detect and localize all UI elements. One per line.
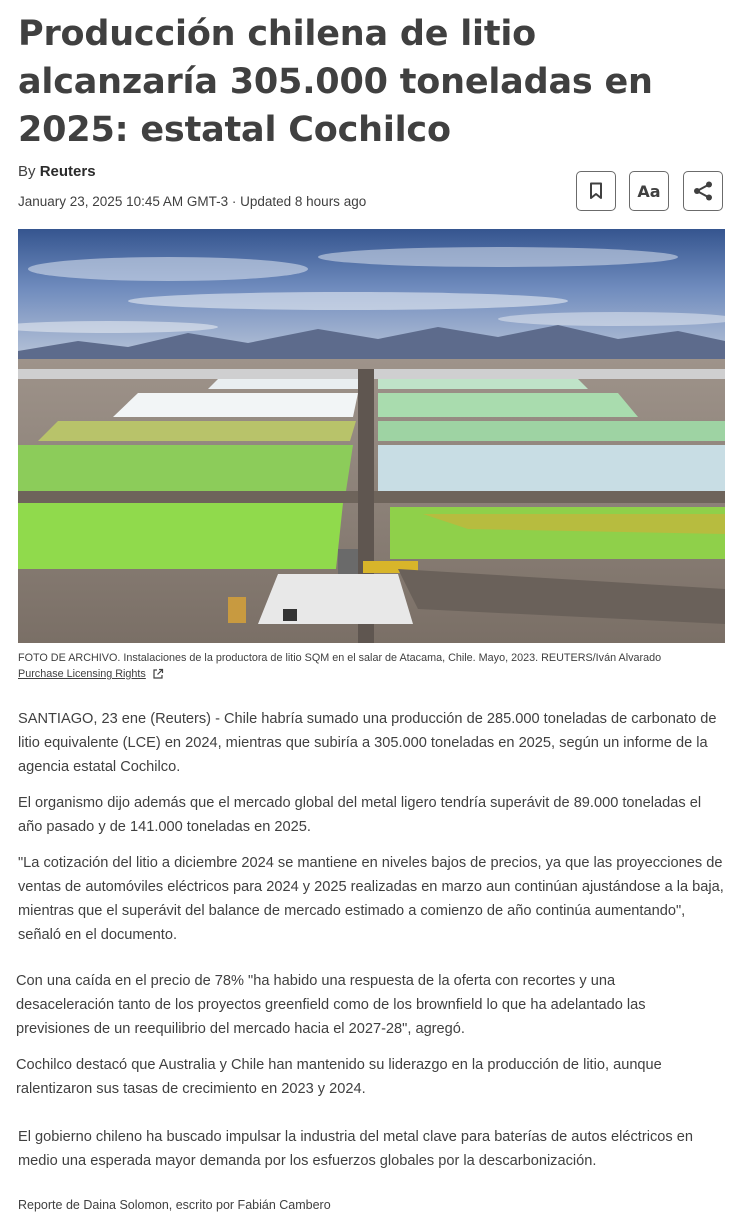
article-headline: Producción chilena de litio alcanzaría 305.000 toneladas en 2025: estatal Cochilco [18,14,653,150]
body-paragraph: Con una caída en el precio de 78% "ha habido una respuesta de la oferta con recortes y una desaceleración tanto de los proyectos greenfield como de los brownfield lo que ha adelantado las previsiones de un reequilibrio del mercado hacia el 2027-28", agregó. [16,973,646,1037]
body-paragraph: "La cotización del litio a diciembre 2024 se mantiene en niveles bajos de precios, ya que las proyecciones de ventas de automóviles eléctricos para 2024 y 2025 realizadas en marzo aun continúan ajustándose a la baja, mientras que el superávit del balance de mercado estimado a comienzo de año continúa aumentando", señaló en el documento. [18,855,724,943]
body-paragraph: Cochilco destacó que Australia y Chile han mantenido su liderazgo en la producción de litio, aunque ralentizaron sus tasas de crecimiento en 2023 y 2024. [16,1057,662,1097]
article-dateline: January 23, 2025 10:45 AM GMT-3 · Updated 8 hours ago [18,194,367,209]
share-icon [692,180,714,202]
byline-prefix: By [18,163,36,180]
share-button[interactable] [683,171,723,211]
purchase-licensing-label: Purchase Licensing Rights [18,668,146,680]
report-credit: Reporte de Daina Solomon, escrito por Fabián Cambero [18,1198,331,1212]
bookmark-button[interactable] [576,171,616,211]
byline [18,163,96,180]
body-paragraph: SANTIAGO, 23 ene (Reuters) - Chile habría sumado una producción de 285.000 toneladas de carbonato de litio equivalente (LCE) en 2024, mientras que subiría a 305.000 toneladas en 2025, según un informe de la agencia estatal Cochilco. [18,711,717,775]
external-link-icon [152,668,164,680]
body-paragraph: El organismo dijo además que el mercado global del metal ligero tendría superávit de 89.000 toneladas el año pasado y de 141.000 toneladas en 2025. [18,795,702,835]
author-link[interactable]: Reuters [39,163,96,180]
salt-flat-lithium-ponds-image [18,229,725,643]
photo-caption: FOTO DE ARCHIVO. Instalaciones de la productora de litio SQM en el salar de Atacama, Chile. Mayo, 2023. REUTERS/Iván Alvarado [18,652,662,664]
body-paragraph: El gobierno chileno ha buscado impulsar la industria del metal clave para baterías de autos eléctricos en medio una esperada mayor demanda por los esfuerzos globales por la descarbonización. [18,1129,693,1169]
bookmark-icon [589,182,603,200]
font-size-button[interactable] [629,171,669,211]
purchase-licensing-link[interactable] [18,666,164,682]
article-photo [18,229,725,643]
font-size-label: Aa [637,181,661,201]
